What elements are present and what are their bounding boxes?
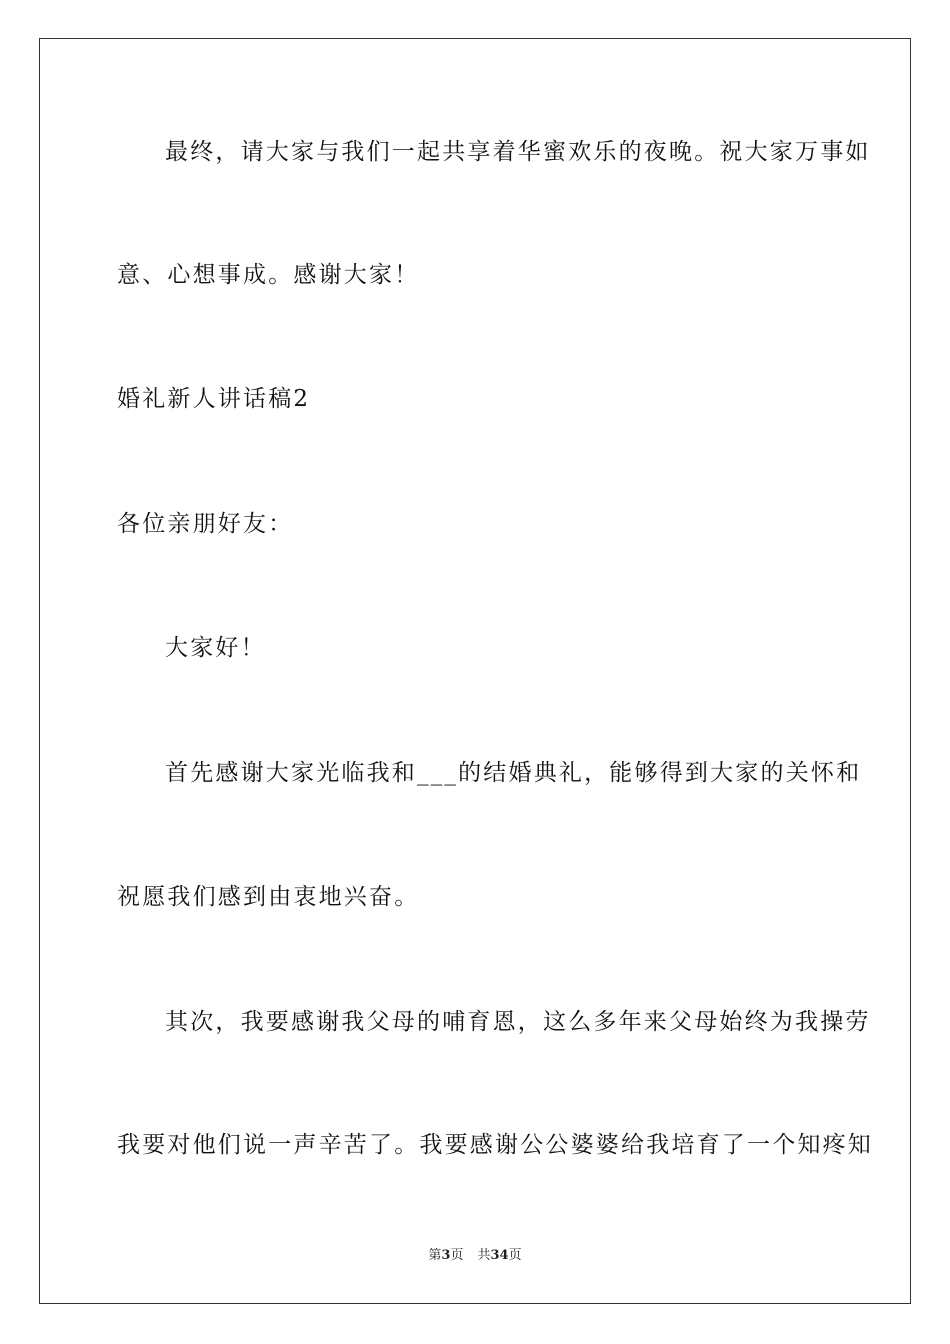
- paragraph-line-3: 首先感谢大家光临我和___的结婚典礼，能够得到大家的关怀和: [165, 760, 862, 786]
- footer-total-prefix: 共: [477, 1248, 491, 1263]
- footer-page-prefix: 第: [428, 1248, 442, 1263]
- section-heading: 婚礼新人讲话稿2: [117, 386, 311, 412]
- footer-total-pages: 34: [490, 1248, 509, 1263]
- paragraph-line-6: 我要对他们说一声辛苦了。我要感谢公公婆婆给我培育了一个知疼知: [117, 1132, 873, 1158]
- greeting: 大家好！: [165, 635, 266, 661]
- footer-page-number: 3: [441, 1248, 451, 1263]
- paragraph-line-1: 最终，请大家与我们一起共享着华蜜欢乐的夜晚。祝大家万事如: [165, 139, 871, 165]
- paragraph-line-2: 意、心想事成。感谢大家！: [117, 262, 420, 288]
- paragraph-line-4: 祝愿我们感到由衷地兴奋。: [117, 884, 420, 910]
- paragraph-line-5: 其次，我要感谢我父母的哺育恩，这么多年来父母始终为我操劳: [165, 1009, 871, 1035]
- footer-page-suffix: 页: [450, 1248, 464, 1263]
- page-frame: [39, 38, 911, 1304]
- page-footer: [0, 1247, 950, 1265]
- footer-total-suffix: 页: [508, 1248, 522, 1263]
- salutation: 各位亲朋好友：: [117, 511, 294, 537]
